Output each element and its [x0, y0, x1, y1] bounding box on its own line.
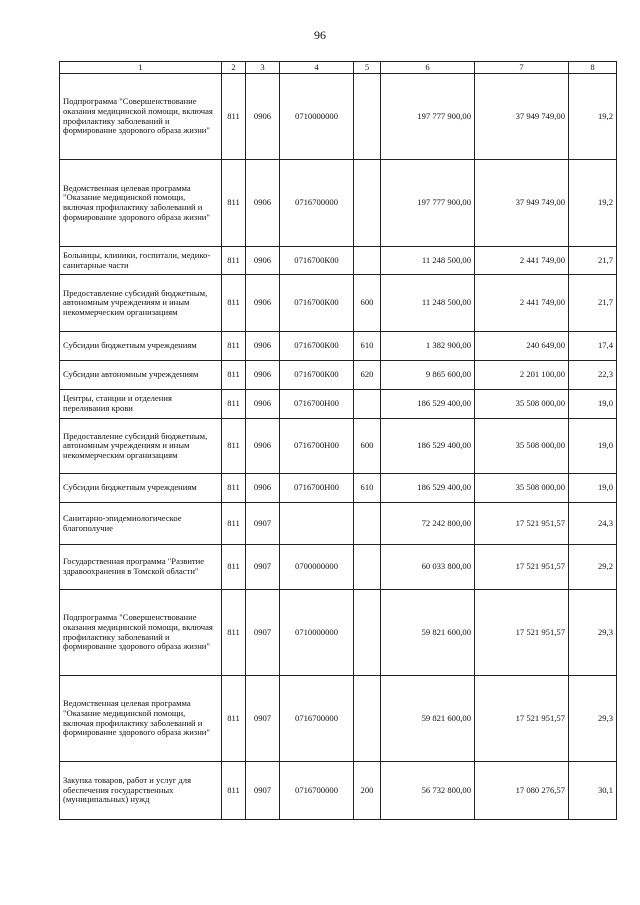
row-plan: 59 821 600,00	[381, 676, 475, 762]
row-target: 0710000000	[280, 74, 354, 160]
table-row	[60, 474, 617, 503]
row-name: Субсидии бюджетным учреждениям	[60, 332, 222, 361]
row-plan: 72 242 800,00	[381, 503, 475, 545]
row-target: 0716700000	[280, 676, 354, 762]
row-percent: 30,1	[569, 762, 617, 820]
row-section: 0906	[246, 419, 280, 474]
row-type	[354, 676, 381, 762]
row-plan: 197 777 900,00	[381, 74, 475, 160]
row-code: 811	[222, 590, 246, 676]
row-fact: 2 441 749,00	[475, 247, 569, 275]
row-type	[354, 545, 381, 590]
row-name: Закупка товаров, работ и услуг для обеспечения государственных (муниципальных) нужд	[60, 762, 222, 820]
row-type: 620	[354, 361, 381, 390]
header-col-1: 1	[60, 62, 222, 74]
row-fact: 17 521 951,57	[475, 676, 569, 762]
row-plan: 11 248 500,00	[381, 247, 475, 275]
budget-table	[59, 61, 617, 820]
table-row	[60, 762, 617, 820]
row-section: 0906	[246, 332, 280, 361]
row-name: Субсидии бюджетным учреждениям	[60, 474, 222, 503]
header-col-3: 3	[246, 62, 280, 74]
header-col-4: 4	[280, 62, 354, 74]
row-percent: 29,3	[569, 676, 617, 762]
row-code: 811	[222, 332, 246, 361]
row-percent: 22,3	[569, 361, 617, 390]
row-target: 0716700Н00	[280, 474, 354, 503]
row-target: 0716700000	[280, 160, 354, 247]
row-section: 0906	[246, 390, 280, 419]
row-target: 0716700К00	[280, 361, 354, 390]
row-section: 0906	[246, 247, 280, 275]
table-row	[60, 74, 617, 160]
row-name: Подпрограмма "Совершенствование оказания медицинской помощи, включая профилактику заболеваний и формирование здорового образа жизни"	[60, 590, 222, 676]
row-section: 0906	[246, 275, 280, 332]
row-code: 811	[222, 545, 246, 590]
row-section: 0907	[246, 676, 280, 762]
row-code: 811	[222, 74, 246, 160]
row-plan: 186 529 400,00	[381, 419, 475, 474]
row-type	[354, 503, 381, 545]
row-percent: 29,2	[569, 545, 617, 590]
header-col-2: 2	[222, 62, 246, 74]
row-percent: 29,3	[569, 590, 617, 676]
row-plan: 11 248 500,00	[381, 275, 475, 332]
row-fact: 37 949 749,00	[475, 74, 569, 160]
row-type	[354, 390, 381, 419]
header-col-7: 7	[475, 62, 569, 74]
row-percent: 21,7	[569, 247, 617, 275]
header-col-8: 8	[569, 62, 617, 74]
row-fact: 35 508 000,00	[475, 419, 569, 474]
row-percent: 19,0	[569, 390, 617, 419]
table-row	[60, 275, 617, 332]
row-section: 0906	[246, 74, 280, 160]
row-code: 811	[222, 503, 246, 545]
row-target: 0700000000	[280, 545, 354, 590]
row-section: 0906	[246, 160, 280, 247]
page-number: 96	[314, 28, 326, 42]
row-percent: 19,0	[569, 474, 617, 503]
row-plan: 9 865 600,00	[381, 361, 475, 390]
row-code: 811	[222, 762, 246, 820]
row-code: 811	[222, 275, 246, 332]
table-row	[60, 590, 617, 676]
row-name: Предоставление субсидий бюджетным, автономным учреждениям и иным некоммерческим организациям	[60, 275, 222, 332]
row-name: Субсидии автономным учреждениям	[60, 361, 222, 390]
row-section: 0907	[246, 762, 280, 820]
row-percent: 17,4	[569, 332, 617, 361]
row-section: 0907	[246, 590, 280, 676]
row-code: 811	[222, 419, 246, 474]
row-target: 0716700000	[280, 762, 354, 820]
table-row	[60, 419, 617, 474]
row-target: 0716700К00	[280, 332, 354, 361]
row-type	[354, 247, 381, 275]
row-target: 0716700К00	[280, 247, 354, 275]
row-code: 811	[222, 247, 246, 275]
row-name: Подпрограмма "Совершенствование оказания медицинской помощи, включая профилактику заболеваний и формирование здорового образа жизни"	[60, 74, 222, 160]
row-type: 610	[354, 332, 381, 361]
table-row	[60, 676, 617, 762]
header-col-5: 5	[354, 62, 381, 74]
table-row	[60, 361, 617, 390]
row-code: 811	[222, 676, 246, 762]
row-target: 0716700К00	[280, 275, 354, 332]
row-fact: 2 441 749,00	[475, 275, 569, 332]
row-target	[280, 503, 354, 545]
row-percent: 19,2	[569, 160, 617, 247]
row-target: 0710000000	[280, 590, 354, 676]
row-plan: 197 777 900,00	[381, 160, 475, 247]
row-type: 600	[354, 419, 381, 474]
row-code: 811	[222, 361, 246, 390]
row-fact: 17 521 951,57	[475, 503, 569, 545]
row-name: Ведомственная целевая программа "Оказание медицинской помощи, включая профилактику заболеваний и формирование здорового образа жизни"	[60, 676, 222, 762]
row-type: 200	[354, 762, 381, 820]
row-type	[354, 160, 381, 247]
row-plan: 60 033 800,00	[381, 545, 475, 590]
row-code: 811	[222, 160, 246, 247]
row-fact: 17 521 951,57	[475, 590, 569, 676]
row-percent: 21,7	[569, 275, 617, 332]
table-row	[60, 247, 617, 275]
row-section: 0907	[246, 503, 280, 545]
row-plan: 186 529 400,00	[381, 474, 475, 503]
row-section: 0906	[246, 361, 280, 390]
row-name: Предоставление субсидий бюджетным, автономным учреждениям и иным некоммерческим организациям	[60, 419, 222, 474]
row-section: 0907	[246, 545, 280, 590]
table-row	[60, 160, 617, 247]
row-plan: 56 732 800,00	[381, 762, 475, 820]
row-code: 811	[222, 390, 246, 419]
row-code: 811	[222, 474, 246, 503]
row-percent: 19,0	[569, 419, 617, 474]
row-name: Центры, станции и отделения переливания крови	[60, 390, 222, 419]
table-row	[60, 332, 617, 361]
row-fact: 2 201 100,00	[475, 361, 569, 390]
header-col-6: 6	[381, 62, 475, 74]
row-percent: 19,2	[569, 74, 617, 160]
row-fact: 240 649,00	[475, 332, 569, 361]
row-fact: 35 508 000,00	[475, 390, 569, 419]
row-type	[354, 74, 381, 160]
row-fact: 37 949 749,00	[475, 160, 569, 247]
row-plan: 186 529 400,00	[381, 390, 475, 419]
table-row	[60, 503, 617, 545]
row-target: 0716700Н00	[280, 419, 354, 474]
row-name: Санитарно-эпидемиологическое благополучие	[60, 503, 222, 545]
row-type	[354, 590, 381, 676]
row-percent: 24,3	[569, 503, 617, 545]
row-name: Государственная программа "Развитие здравоохранения в Томской области"	[60, 545, 222, 590]
row-name: Больницы, клиники, госпитали, медико-санитарные части	[60, 247, 222, 275]
row-plan: 1 382 900,00	[381, 332, 475, 361]
table-row	[60, 390, 617, 419]
row-fact: 35 508 000,00	[475, 474, 569, 503]
row-name: Ведомственная целевая программа "Оказание медицинской помощи, включая профилактику заболеваний и формирование здорового образа жизни"	[60, 160, 222, 247]
row-type: 600	[354, 275, 381, 332]
row-type: 610	[354, 474, 381, 503]
row-section: 0906	[246, 474, 280, 503]
row-fact: 17 521 951,57	[475, 545, 569, 590]
row-fact: 17 080 276,57	[475, 762, 569, 820]
row-plan: 59 821 600,00	[381, 590, 475, 676]
row-target: 0716700Н00	[280, 390, 354, 419]
table-row	[60, 545, 617, 590]
header-row	[60, 62, 617, 74]
